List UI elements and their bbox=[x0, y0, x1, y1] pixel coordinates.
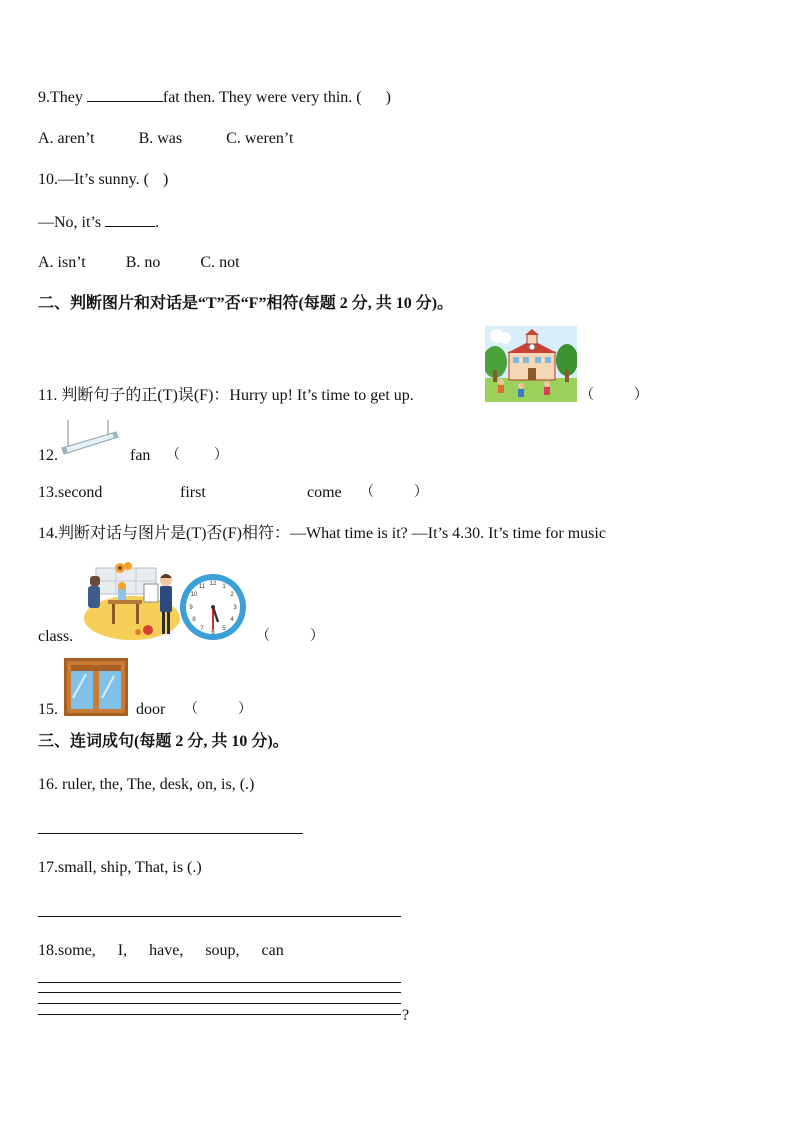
q10-prompt: —It’s sunny. ( bbox=[58, 171, 149, 188]
q18-question-mark: ? bbox=[402, 1007, 410, 1024]
q16-text: ruler, the, The, desk, on, is, (.) bbox=[58, 776, 255, 793]
q11-text: 判断句子的正(T)误(F)：Hurry up! It’s time to get up. bbox=[57, 387, 414, 404]
q11-number: 11. bbox=[38, 387, 58, 404]
svg-text:5: 5 bbox=[222, 626, 226, 632]
q10-option-b[interactable]: B. no bbox=[125, 254, 161, 271]
svg-text:3: 3 bbox=[233, 605, 237, 611]
q11-answer-parens[interactable]: （ ） bbox=[580, 388, 648, 403]
q15-word: door bbox=[136, 701, 166, 718]
q10-reply bbox=[38, 212, 159, 233]
q13-number: 13. bbox=[38, 484, 58, 501]
q18-answer-line-3[interactable] bbox=[38, 1003, 401, 1004]
q15-number: 15. bbox=[38, 701, 58, 718]
school-picture bbox=[485, 326, 577, 402]
svg-text:6: 6 bbox=[211, 630, 215, 636]
q16-number: 16. bbox=[38, 776, 58, 793]
q13-word-3: come bbox=[307, 484, 342, 501]
q14-number: 14. bbox=[38, 525, 58, 542]
q9-answer-blank[interactable] bbox=[87, 87, 163, 102]
q10-number: 10. bbox=[38, 171, 58, 188]
question-11 bbox=[38, 386, 414, 406]
clock-icon bbox=[178, 572, 248, 642]
q10-reply-text: —No, it’s bbox=[38, 214, 106, 231]
q13-answer-parens[interactable]: （ ） bbox=[360, 485, 428, 500]
q10-paren-close: ) bbox=[162, 171, 169, 188]
question-13 bbox=[38, 483, 102, 503]
svg-text:10: 10 bbox=[190, 592, 198, 598]
q18-answer-line-2[interactable] bbox=[38, 992, 401, 993]
q18-number: 18. bbox=[38, 942, 58, 959]
svg-text:4: 4 bbox=[230, 617, 234, 623]
q13-word-2: first bbox=[180, 484, 206, 501]
q9-option-a[interactable]: A. aren’t bbox=[38, 130, 95, 147]
q18-answer-line-4[interactable] bbox=[38, 1014, 401, 1015]
question-17 bbox=[38, 858, 202, 878]
question-10 bbox=[38, 170, 168, 190]
q13-word-1: second bbox=[58, 484, 103, 501]
q9-text-post: fat then. They were very thin. ( bbox=[162, 89, 362, 106]
q14-continuation: class. bbox=[38, 628, 74, 645]
q12-word: fan bbox=[130, 447, 151, 464]
q9-text-pre: They bbox=[50, 89, 87, 106]
q18-word-3: have, bbox=[149, 942, 184, 959]
tube-light-picture bbox=[58, 418, 120, 460]
art-class-picture bbox=[82, 560, 180, 642]
svg-text:8: 8 bbox=[192, 617, 196, 623]
q17-number: 17. bbox=[38, 859, 58, 876]
q18-word-4: soup, bbox=[205, 942, 240, 959]
q14-text: 判断对话与图片是(T)否(F)相符：—What time is it? —It’s 4.30. It’s time for music bbox=[58, 525, 606, 542]
question-9 bbox=[38, 87, 391, 108]
q17-answer-line[interactable] bbox=[38, 916, 401, 917]
q18-word-1: some, bbox=[58, 942, 96, 959]
section-3-heading: 三、连词成句(每题 2 分, 共 10 分)。 bbox=[38, 733, 289, 750]
q18-word-5: can bbox=[261, 942, 284, 959]
svg-text:2: 2 bbox=[230, 592, 234, 598]
q9-paren-close: ) bbox=[385, 89, 391, 106]
svg-text:9: 9 bbox=[189, 605, 193, 611]
q10-option-c[interactable]: C. not bbox=[200, 254, 240, 271]
q12-number: 12. bbox=[38, 447, 58, 464]
q10-reply-end: . bbox=[155, 214, 160, 231]
section-2-heading: 二、判断图片和对话是“T”否“F”相符(每题 2 分, 共 10 分)。 bbox=[38, 295, 454, 312]
question-14 bbox=[38, 524, 606, 544]
q10-options bbox=[38, 253, 240, 273]
q18-word-2: I, bbox=[117, 942, 128, 959]
q16-answer-line[interactable] bbox=[38, 833, 303, 834]
question-15 bbox=[38, 700, 58, 720]
q9-option-b[interactable]: B. was bbox=[138, 130, 183, 147]
q15-answer-parens[interactable]: （ ） bbox=[184, 702, 252, 717]
q17-text: small, ship, That, is (.) bbox=[58, 859, 202, 876]
window-picture bbox=[64, 658, 128, 716]
svg-text:11: 11 bbox=[198, 584, 206, 590]
question-12 bbox=[38, 446, 58, 466]
q9-number: 9. bbox=[38, 89, 50, 106]
q18-answer-line-1[interactable] bbox=[38, 982, 401, 983]
svg-text:1: 1 bbox=[222, 584, 226, 590]
svg-text:12: 12 bbox=[209, 581, 217, 587]
question-16 bbox=[38, 775, 254, 795]
q10-answer-blank[interactable] bbox=[105, 212, 155, 227]
q9-option-c[interactable]: C. weren’t bbox=[226, 130, 294, 147]
q12-answer-parens[interactable]: （ ） bbox=[166, 448, 228, 463]
q9-options bbox=[38, 129, 293, 149]
q10-option-a[interactable]: A. isn’t bbox=[38, 254, 86, 271]
svg-text:7: 7 bbox=[200, 626, 204, 632]
question-18 bbox=[38, 941, 284, 961]
q14-answer-parens[interactable]: （ ） bbox=[256, 629, 324, 644]
